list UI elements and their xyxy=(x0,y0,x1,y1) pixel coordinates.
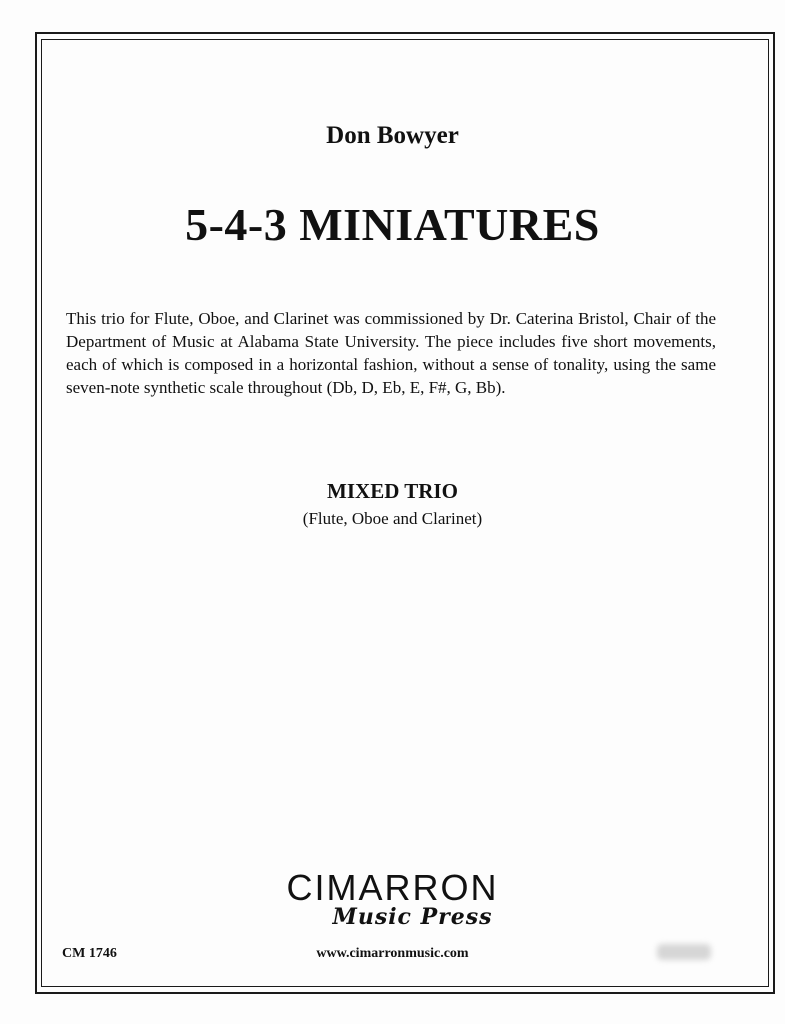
blurred-price-label xyxy=(657,944,711,960)
composer-name: Don Bowyer xyxy=(326,122,459,149)
piece-title: 5-4-3 MINIATURES xyxy=(185,199,600,250)
publisher-website: www.cimarronmusic.com xyxy=(316,946,469,961)
piece-description: This trio for Flute, Oboe, and Clarinet was commissioned by Dr. Caterina Bristol, Chair of the Department of Music at Alabama State University. The piece includes five short movements, each of which is composed in a horizontal fashion, without a sense of tonality, using the same seven-note synthetic scale throughout (Db, D, Eb, E, F#, G, Bb). xyxy=(66,309,716,397)
publisher-logo-sub: Music Press xyxy=(332,904,493,930)
catalog-number: CM 1746 xyxy=(62,946,117,961)
ensemble-heading: MIXED TRIO xyxy=(327,479,458,503)
instrumentation: (Flute, Oboe and Clarinet) xyxy=(302,509,483,528)
publisher-logo xyxy=(0,868,785,930)
publisher-logo-main: CIMARRON xyxy=(286,867,499,908)
